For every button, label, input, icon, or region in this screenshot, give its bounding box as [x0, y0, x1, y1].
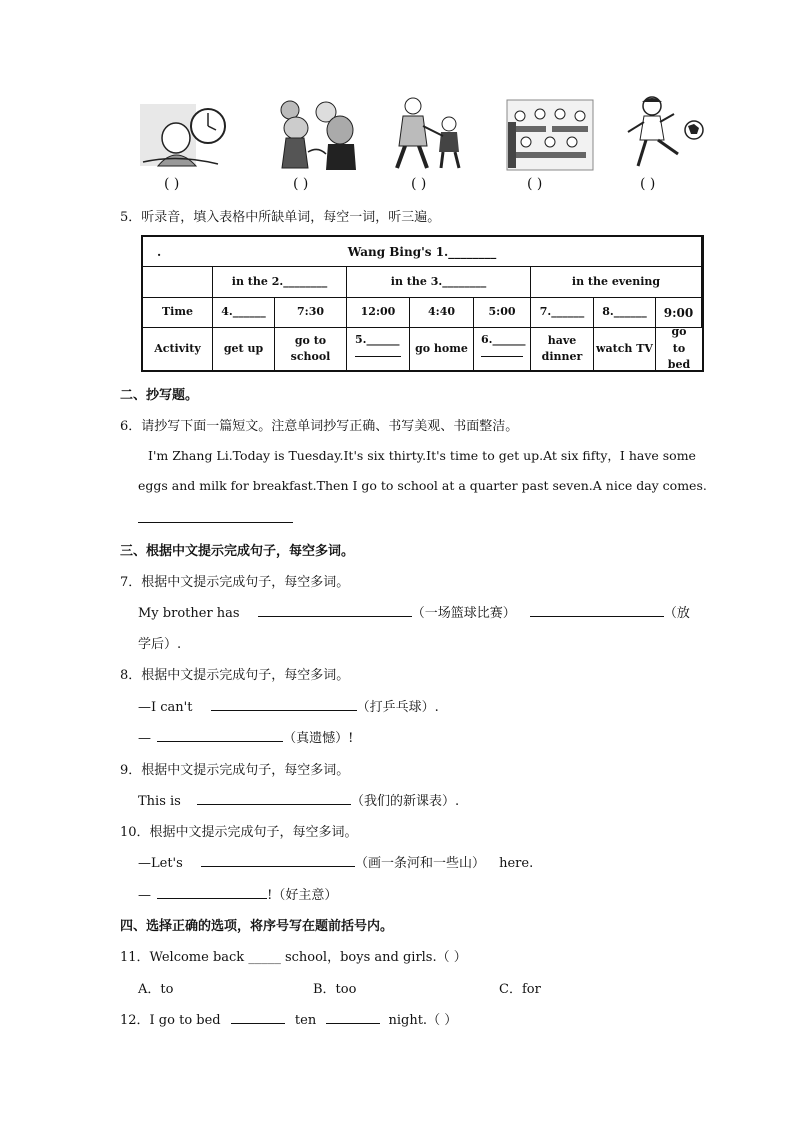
question-12 — [120, 1009, 457, 1028]
q11-option-c[interactable]: C．for — [499, 982, 541, 997]
q12-part-c: night.（ ） — [388, 1013, 458, 1028]
table-dot: . — [157, 245, 162, 259]
activity-cell: go to bed — [667, 325, 691, 372]
picture-boy-sleeping — [138, 96, 230, 172]
section-4-heading: 四、选择正确的选项，将序号写在题前括号内。 — [120, 919, 394, 934]
q7-blank-2[interactable] — [530, 616, 664, 617]
section-2-heading: 二、抄写题。 — [120, 388, 199, 403]
q10-hint-2: !（好主意） — [267, 888, 338, 903]
section-3-heading: 三、根据中文提示完成句子，每空多词。 — [120, 544, 355, 559]
q10-end: here. — [499, 856, 534, 871]
q7-start: My brother has — [138, 606, 240, 621]
activity-label: Activity — [143, 328, 213, 370]
picture-3-answer[interactable]: ( ) — [411, 176, 427, 192]
q10-blank-2[interactable] — [157, 898, 267, 899]
q7-hint-2b: 学后）. — [138, 637, 182, 652]
picture-girl-football — [622, 96, 706, 172]
q12-blank-2[interactable] — [326, 1023, 380, 1024]
q9-hint: （我们的新课表）. — [350, 794, 460, 809]
passage-line-2: eggs and milk for breakfast.Then I go to school at a quarter past seven.A nice day comes. — [138, 478, 707, 493]
q11-option-a[interactable]: A．to — [138, 982, 174, 997]
picture-4-answer[interactable]: ( ) — [527, 176, 543, 192]
q10-line2-start: — — [138, 888, 151, 903]
q10-blank-1[interactable] — [201, 866, 355, 867]
q9-start: This is — [138, 794, 181, 809]
q10-hint-1: （画一条河和一些山） — [354, 856, 485, 871]
q7-hint-1: （一场篮球比赛） — [411, 606, 516, 621]
period-3: in the evening — [531, 267, 702, 298]
q11-option-b[interactable]: B．too — [313, 982, 357, 997]
picture-classroom — [506, 96, 594, 172]
time-cell: 5:00 — [474, 298, 531, 328]
question-5: 5．听录音，填入表格中所缺单词，每空一词，听三遍。 — [120, 210, 441, 225]
activity-blank-6[interactable]: 6.______ — [481, 333, 526, 346]
picture-man-and-boy — [387, 96, 479, 172]
question-6: 6．请抄写下面一篇短文。注意单词抄写正确、书写美观、书面整洁。 — [120, 419, 519, 434]
schedule-table — [141, 235, 704, 372]
q10-line-1 — [138, 852, 533, 871]
q8-line2-start: — — [138, 731, 151, 746]
activity-cell: get up — [213, 328, 275, 370]
q8-hint-2: （真遗憾）! — [283, 731, 354, 746]
time-cell: 9:00 — [656, 298, 702, 328]
activity-blank-line — [481, 356, 523, 357]
time-cell[interactable]: 8.______ — [594, 298, 656, 328]
q8-blank-2[interactable] — [157, 741, 283, 742]
period-1[interactable]: in the 2.________ — [213, 267, 347, 298]
q12-part-a: 12．I go to bed — [120, 1013, 221, 1028]
copy-answer-line[interactable] — [138, 522, 293, 523]
time-cell: 12:00 — [347, 298, 410, 328]
activity-blank-line — [355, 356, 401, 357]
passage-line-1: I'm Zhang Li.Today is Tuesday.It's six thirty.It's time to get up.At six fifty，I have some — [148, 448, 696, 463]
question-8: 8．根据中文提示完成句子，每空多词。 — [120, 668, 350, 683]
period-2[interactable]: in the 3.________ — [347, 267, 531, 298]
time-cell[interactable]: 4.______ — [213, 298, 275, 328]
activity-cell[interactable] — [474, 328, 531, 370]
time-label: Time — [143, 298, 213, 328]
question-11: 11．Welcome back _____ school，boys and girls.（ ） — [120, 950, 467, 965]
q10-line1-start: —Let's — [138, 856, 183, 871]
table-title-row — [143, 237, 702, 267]
q7-line — [138, 602, 690, 621]
picture-mouse-and-cat — [268, 96, 360, 172]
q12-blank-1[interactable] — [231, 1023, 285, 1024]
activity-cell[interactable] — [347, 328, 410, 370]
table-title[interactable]: Wang Bing's 1.________ — [347, 244, 497, 259]
question-10: 10．根据中文提示完成句子，每空多词。 — [120, 825, 358, 840]
time-cell: 7:30 — [275, 298, 347, 328]
activity-blank-5[interactable]: 5.______ — [355, 333, 400, 346]
time-cell[interactable]: 7.______ — [531, 298, 594, 328]
q8-line-1 — [138, 696, 439, 715]
picture-2-answer[interactable]: ( ) — [293, 176, 309, 192]
activity-cell: go home — [410, 328, 474, 370]
q8-line-2 — [138, 727, 353, 746]
q8-blank-1[interactable] — [211, 710, 357, 711]
picture-5-answer[interactable]: ( ) — [640, 176, 656, 192]
question-9: 9．根据中文提示完成句子，每空多词。 — [120, 763, 350, 778]
q7-hint-2a: （放 — [663, 606, 690, 621]
table-corner — [143, 267, 213, 298]
q9-line — [138, 790, 459, 809]
activity-cell: go to school — [275, 328, 347, 370]
q7-blank-1[interactable] — [258, 616, 412, 617]
q12-part-b: ten — [294, 1013, 317, 1028]
q8-line1-start: —I can't — [138, 700, 193, 715]
q8-hint-1: （打乒乓球）. — [356, 700, 439, 715]
q9-blank[interactable] — [197, 804, 351, 805]
activity-cell: have dinner — [531, 328, 594, 370]
activity-cell: watch TV — [594, 328, 656, 370]
question-7: 7．根据中文提示完成句子，每空多词。 — [120, 575, 350, 590]
q10-line-2 — [138, 884, 337, 903]
time-cell: 4:40 — [410, 298, 474, 328]
picture-1-answer[interactable]: ( ) — [164, 176, 180, 192]
